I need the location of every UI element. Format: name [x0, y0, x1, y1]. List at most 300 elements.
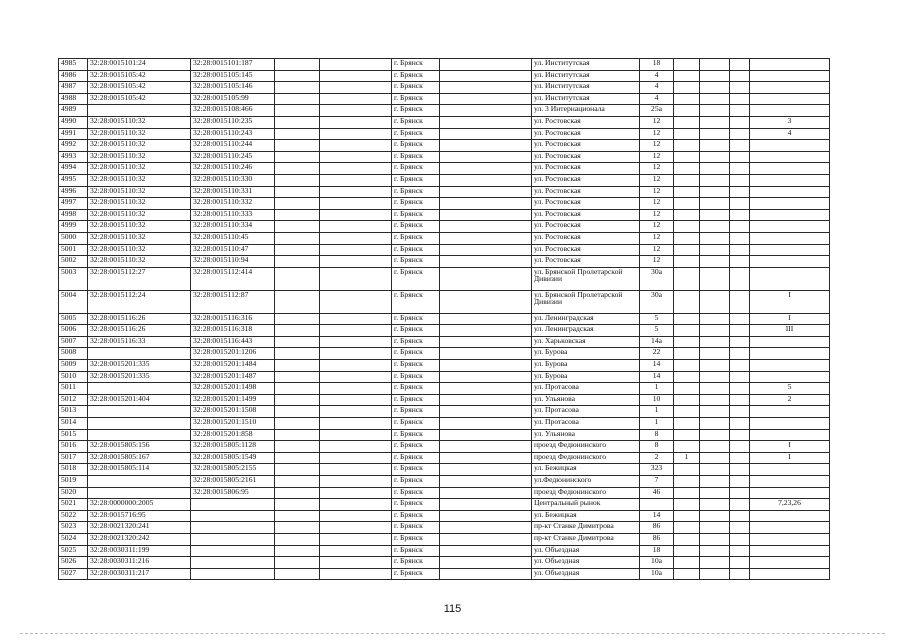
- blank-cell: [700, 93, 730, 105]
- record-number: 5023: [59, 522, 88, 534]
- extra-cell: [750, 348, 830, 360]
- extra-cell: [750, 557, 830, 569]
- blank-cell: [275, 59, 320, 71]
- blank-cell: [730, 186, 750, 198]
- city-cell: г. Брянск: [392, 499, 440, 511]
- house-sub-cell: [674, 383, 700, 395]
- object-cadastral-number-cell: 32:28:0015805:1549: [191, 452, 275, 464]
- cadastral-number-cell: [88, 429, 191, 441]
- blank-cell: [320, 70, 392, 82]
- record-number: 5014: [59, 418, 88, 430]
- blank-cell: [440, 418, 532, 430]
- record-number: 5019: [59, 476, 88, 488]
- table-row: [59, 499, 830, 511]
- table-row: [59, 418, 830, 430]
- blank-cell: [730, 545, 750, 557]
- blank-cell: [320, 418, 392, 430]
- blank-cell: [320, 557, 392, 569]
- blank-cell: [320, 244, 392, 256]
- blank-cell: [730, 371, 750, 383]
- blank-cell: [730, 464, 750, 476]
- blank-cell: [275, 464, 320, 476]
- city-cell: г. Брянск: [392, 105, 440, 117]
- object-cadastral-number-cell: 32:28:0015110:330: [191, 174, 275, 186]
- city-cell: г. Брянск: [392, 476, 440, 488]
- blank-cell: [700, 70, 730, 82]
- blank-cell: [730, 348, 750, 360]
- street-cell: ул. Ростовская: [532, 244, 640, 256]
- object-cadastral-number-cell: 32:28:0015201:858: [191, 429, 275, 441]
- blank-cell: [440, 464, 532, 476]
- blank-cell: [700, 487, 730, 499]
- object-cadastral-number-cell: 32:28:0015101:187: [191, 59, 275, 71]
- house-sub-cell: [674, 70, 700, 82]
- blank-cell: [700, 533, 730, 545]
- blank-cell: [275, 429, 320, 441]
- object-cadastral-number-cell: 32:28:0015116:318: [191, 325, 275, 337]
- table-row: [59, 360, 830, 372]
- object-cadastral-number-cell: 32:28:0015110:332: [191, 198, 275, 210]
- record-number: 5017: [59, 452, 88, 464]
- extra-cell: [750, 487, 830, 499]
- city-cell: г. Брянск: [392, 464, 440, 476]
- cadastral-number-cell: 32:28:0015201:404: [88, 394, 191, 406]
- record-number: 4988: [59, 93, 88, 105]
- blank-cell: [700, 140, 730, 152]
- table-row: [59, 290, 830, 313]
- blank-cell: [440, 70, 532, 82]
- cadastral-number-cell: 32:28:0030311:217: [88, 568, 191, 580]
- house-number-cell: 14: [640, 360, 674, 372]
- object-cadastral-number-cell: 32:28:0015110:333: [191, 209, 275, 221]
- house-number-cell: 4: [640, 70, 674, 82]
- extra-cell: [750, 244, 830, 256]
- street-cell: Центральный рынок: [532, 499, 640, 511]
- house-sub-cell: [674, 360, 700, 372]
- blank-cell: [730, 418, 750, 430]
- blank-cell: [700, 232, 730, 244]
- blank-cell: [275, 336, 320, 348]
- record-number: 5024: [59, 533, 88, 545]
- cadastral-number-cell: 32:28:0015110:32: [88, 198, 191, 210]
- blank-cell: [730, 452, 750, 464]
- blank-cell: [440, 151, 532, 163]
- street-cell: ул. Институтская: [532, 59, 640, 71]
- blank-cell: [730, 313, 750, 325]
- blank-cell: [700, 59, 730, 71]
- house-number-cell: 12: [640, 244, 674, 256]
- street-cell: ул. Ростовская: [532, 151, 640, 163]
- blank-cell: [440, 290, 532, 313]
- street-cell: ул. Протасова: [532, 418, 640, 430]
- blank-cell: [275, 82, 320, 94]
- street-cell: ул. Бурова: [532, 360, 640, 372]
- cadastral-number-cell: 32:28:0015201:335: [88, 371, 191, 383]
- house-number-cell: 18: [640, 59, 674, 71]
- city-cell: г. Брянск: [392, 557, 440, 569]
- blank-cell: [700, 82, 730, 94]
- cadastral-number-cell: 32:28:0015110:32: [88, 128, 191, 140]
- blank-cell: [320, 325, 392, 337]
- extra-cell: [750, 174, 830, 186]
- city-cell: г. Брянск: [392, 371, 440, 383]
- blank-cell: [275, 198, 320, 210]
- house-sub-cell: [674, 429, 700, 441]
- blank-cell: [700, 441, 730, 453]
- city-cell: г. Брянск: [392, 174, 440, 186]
- table-row: [59, 336, 830, 348]
- blank-cell: [700, 244, 730, 256]
- extra-cell: [750, 267, 830, 290]
- house-number-cell: 4: [640, 93, 674, 105]
- blank-cell: [730, 522, 750, 534]
- cadastral-number-cell: 32:28:0015110:32: [88, 116, 191, 128]
- record-number: 5004: [59, 290, 88, 313]
- record-number: 5001: [59, 244, 88, 256]
- record-number: 5021: [59, 499, 88, 511]
- blank-cell: [275, 325, 320, 337]
- blank-cell: [440, 557, 532, 569]
- object-cadastral-number-cell: 32:28:0015201:1510: [191, 418, 275, 430]
- blank-cell: [320, 163, 392, 175]
- record-number: 5006: [59, 325, 88, 337]
- cadastral-number-cell: 32:28:0021320:242: [88, 533, 191, 545]
- blank-cell: [275, 394, 320, 406]
- house-sub-cell: [674, 313, 700, 325]
- cadastral-number-cell: 32:28:0015110:32: [88, 186, 191, 198]
- city-cell: г. Брянск: [392, 59, 440, 71]
- street-cell: ул. Ростовская: [532, 186, 640, 198]
- blank-cell: [275, 418, 320, 430]
- table-row: [59, 452, 830, 464]
- blank-cell: [320, 360, 392, 372]
- blank-cell: [730, 406, 750, 418]
- blank-cell: [700, 105, 730, 117]
- blank-cell: [275, 267, 320, 290]
- object-cadastral-number-cell: 32:28:0015201:1484: [191, 360, 275, 372]
- blank-cell: [730, 533, 750, 545]
- street-cell: ул. Объездная: [532, 568, 640, 580]
- blank-cell: [730, 209, 750, 221]
- city-cell: г. Брянск: [392, 209, 440, 221]
- house-sub-cell: [674, 499, 700, 511]
- record-number: 5022: [59, 510, 88, 522]
- cadastral-number-cell: 32:28:0015110:32: [88, 221, 191, 233]
- house-sub-cell: [674, 116, 700, 128]
- table-row: [59, 557, 830, 569]
- house-number-cell: 30а: [640, 267, 674, 290]
- cadastral-number-cell: 32:28:0015110:32: [88, 163, 191, 175]
- blank-cell: [730, 510, 750, 522]
- table-row: [59, 105, 830, 117]
- object-cadastral-number-cell: [191, 557, 275, 569]
- street-cell: ул. Ростовская: [532, 163, 640, 175]
- street-cell: ул.Федюнинского: [532, 476, 640, 488]
- cadastral-number-cell: 32:28:0000000:2005: [88, 499, 191, 511]
- city-cell: г. Брянск: [392, 244, 440, 256]
- cadastral-number-cell: 32:28:0015116:26: [88, 325, 191, 337]
- house-number-cell: 1: [640, 406, 674, 418]
- blank-cell: [275, 93, 320, 105]
- city-cell: г. Брянск: [392, 140, 440, 152]
- cadastral-number-cell: 32:28:0015716:95: [88, 510, 191, 522]
- table-row: [59, 545, 830, 557]
- house-sub-cell: [674, 151, 700, 163]
- record-number: 5008: [59, 348, 88, 360]
- house-number-cell: 30а: [640, 290, 674, 313]
- table-row: [59, 198, 830, 210]
- house-number-cell: 12: [640, 232, 674, 244]
- blank-cell: [440, 209, 532, 221]
- cadastral-number-cell: 32:28:0030311:216: [88, 557, 191, 569]
- page-number: 115: [443, 603, 462, 615]
- city-cell: г. Брянск: [392, 522, 440, 534]
- blank-cell: [320, 186, 392, 198]
- city-cell: г. Брянск: [392, 429, 440, 441]
- object-cadastral-number-cell: 32:28:0015105:99: [191, 93, 275, 105]
- blank-cell: [320, 348, 392, 360]
- house-number-cell: 12: [640, 198, 674, 210]
- street-cell: проезд Федюнинского: [532, 452, 640, 464]
- street-cell: ул. Бурова: [532, 371, 640, 383]
- extra-cell: [750, 232, 830, 244]
- record-number: 5011: [59, 383, 88, 395]
- cadastral-number-cell: 32:28:0015805:114: [88, 464, 191, 476]
- cadastral-number-cell: 32:28:0015112:27: [88, 267, 191, 290]
- blank-cell: [275, 557, 320, 569]
- blank-cell: [275, 290, 320, 313]
- city-cell: г. Брянск: [392, 313, 440, 325]
- extra-cell: 2: [750, 394, 830, 406]
- house-sub-cell: [674, 568, 700, 580]
- extra-cell: [750, 406, 830, 418]
- blank-cell: [440, 93, 532, 105]
- house-number-cell: 1: [640, 383, 674, 395]
- house-sub-cell: [674, 93, 700, 105]
- house-sub-cell: [674, 510, 700, 522]
- blank-cell: [275, 383, 320, 395]
- blank-cell: [440, 82, 532, 94]
- table-row: [59, 429, 830, 441]
- record-number: 5013: [59, 406, 88, 418]
- extra-cell: [750, 371, 830, 383]
- blank-cell: [700, 545, 730, 557]
- blank-cell: [275, 371, 320, 383]
- house-sub-cell: [674, 325, 700, 337]
- house-number-cell: 12: [640, 151, 674, 163]
- blank-cell: [440, 105, 532, 117]
- blank-cell: [275, 70, 320, 82]
- cadastral-number-cell: 32:28:0015110:32: [88, 232, 191, 244]
- extra-cell: [750, 82, 830, 94]
- extra-cell: [750, 533, 830, 545]
- street-cell: проезд Федюнинского: [532, 441, 640, 453]
- table-row: [59, 93, 830, 105]
- extra-cell: [750, 59, 830, 71]
- table-row: [59, 151, 830, 163]
- object-cadastral-number-cell: 32:28:0015201:1508: [191, 406, 275, 418]
- house-number-cell: 10: [640, 394, 674, 406]
- object-cadastral-number-cell: 32:28:0015110:331: [191, 186, 275, 198]
- street-cell: ул. Ростовская: [532, 116, 640, 128]
- house-number-cell: 7: [640, 476, 674, 488]
- blank-cell: [275, 163, 320, 175]
- blank-cell: [320, 476, 392, 488]
- house-number-cell: 5: [640, 325, 674, 337]
- street-cell: ул. Институтская: [532, 70, 640, 82]
- blank-cell: [700, 406, 730, 418]
- blank-cell: [440, 232, 532, 244]
- table-row: [59, 186, 830, 198]
- extra-cell: [750, 256, 830, 268]
- blank-cell: [320, 522, 392, 534]
- street-cell: ул. Брянской Пролетарской Дивизии: [532, 290, 640, 313]
- cadastral-number-cell: 32:28:0015805:156: [88, 441, 191, 453]
- extra-cell: 4: [750, 128, 830, 140]
- blank-cell: [700, 221, 730, 233]
- record-number: 5003: [59, 267, 88, 290]
- street-cell: ул. Ростовская: [532, 221, 640, 233]
- object-cadastral-number-cell: 32:28:0015110:235: [191, 116, 275, 128]
- blank-cell: [700, 360, 730, 372]
- blank-cell: [730, 221, 750, 233]
- blank-cell: [440, 128, 532, 140]
- blank-cell: [275, 186, 320, 198]
- city-cell: г. Брянск: [392, 406, 440, 418]
- table-row: [59, 140, 830, 152]
- record-number: 4989: [59, 105, 88, 117]
- table-row: [59, 371, 830, 383]
- table-row: [59, 256, 830, 268]
- registry-table: [58, 58, 830, 580]
- city-cell: г. Брянск: [392, 256, 440, 268]
- cadastral-number-cell: 32:28:0015101:24: [88, 59, 191, 71]
- street-cell: проезд Федюнинского: [532, 487, 640, 499]
- street-cell: ул. Протасова: [532, 406, 640, 418]
- object-cadastral-number-cell: 32:28:0015116:316: [191, 313, 275, 325]
- blank-cell: [700, 371, 730, 383]
- record-number: 4985: [59, 59, 88, 71]
- blank-cell: [275, 441, 320, 453]
- city-cell: г. Брянск: [392, 116, 440, 128]
- cadastral-number-cell: 32:28:0015110:32: [88, 140, 191, 152]
- blank-cell: [700, 499, 730, 511]
- extra-cell: III: [750, 325, 830, 337]
- blank-cell: [700, 383, 730, 395]
- city-cell: г. Брянск: [392, 510, 440, 522]
- house-number-cell: 14: [640, 371, 674, 383]
- footer-divider: [20, 633, 885, 634]
- house-number-cell: [640, 499, 674, 511]
- object-cadastral-number-cell: 32:28:0015116:443: [191, 336, 275, 348]
- street-cell: ул. Бежицкая: [532, 464, 640, 476]
- blank-cell: [275, 533, 320, 545]
- house-sub-cell: [674, 221, 700, 233]
- blank-cell: [440, 267, 532, 290]
- blank-cell: [700, 163, 730, 175]
- record-number: 4987: [59, 82, 88, 94]
- table-row: [59, 313, 830, 325]
- blank-cell: [440, 348, 532, 360]
- cadastral-number-cell: 32:28:0015105:42: [88, 82, 191, 94]
- extra-cell: [750, 429, 830, 441]
- city-cell: г. Брянск: [392, 163, 440, 175]
- blank-cell: [440, 383, 532, 395]
- blank-cell: [730, 59, 750, 71]
- street-cell: ул. Ростовская: [532, 232, 640, 244]
- blank-cell: [320, 209, 392, 221]
- extra-cell: [750, 522, 830, 534]
- house-number-cell: 4: [640, 82, 674, 94]
- extra-cell: [750, 360, 830, 372]
- extra-cell: 5: [750, 383, 830, 395]
- extra-cell: [750, 418, 830, 430]
- object-cadastral-number-cell: 32:28:0015108:466: [191, 105, 275, 117]
- blank-cell: [730, 256, 750, 268]
- city-cell: г. Брянск: [392, 151, 440, 163]
- city-cell: г. Брянск: [392, 383, 440, 395]
- record-number: 4996: [59, 186, 88, 198]
- blank-cell: [440, 441, 532, 453]
- street-cell: пр-кт Станке Димитрова: [532, 522, 640, 534]
- blank-cell: [440, 476, 532, 488]
- blank-cell: [320, 198, 392, 210]
- blank-cell: [700, 290, 730, 313]
- record-number: 5005: [59, 313, 88, 325]
- blank-cell: [730, 82, 750, 94]
- object-cadastral-number-cell: 32:28:0015201:1206: [191, 348, 275, 360]
- object-cadastral-number-cell: 32:28:0015805:2161: [191, 476, 275, 488]
- blank-cell: [320, 290, 392, 313]
- city-cell: г. Брянск: [392, 418, 440, 430]
- cadastral-number-cell: [88, 105, 191, 117]
- house-number-cell: 14: [640, 510, 674, 522]
- blank-cell: [700, 476, 730, 488]
- house-number-cell: 12: [640, 140, 674, 152]
- blank-cell: [440, 545, 532, 557]
- blank-cell: [320, 232, 392, 244]
- blank-cell: [730, 174, 750, 186]
- blank-cell: [275, 140, 320, 152]
- house-sub-cell: [674, 533, 700, 545]
- blank-cell: [700, 348, 730, 360]
- record-number: 5009: [59, 360, 88, 372]
- blank-cell: [440, 116, 532, 128]
- house-number-cell: 8: [640, 441, 674, 453]
- cadastral-number-cell: 32:28:0015110:32: [88, 174, 191, 186]
- blank-cell: [320, 452, 392, 464]
- extra-cell: [750, 105, 830, 117]
- cadastral-number-cell: 32:28:0015110:32: [88, 256, 191, 268]
- blank-cell: [700, 452, 730, 464]
- street-cell: ул. Объездная: [532, 557, 640, 569]
- record-number: 5020: [59, 487, 88, 499]
- blank-cell: [440, 499, 532, 511]
- table-row: [59, 163, 830, 175]
- blank-cell: [730, 441, 750, 453]
- blank-cell: [730, 290, 750, 313]
- extra-cell: 7,23,26: [750, 499, 830, 511]
- blank-cell: [730, 232, 750, 244]
- city-cell: г. Брянск: [392, 545, 440, 557]
- street-cell: ул. 3 Интернационала: [532, 105, 640, 117]
- house-sub-cell: 1: [674, 452, 700, 464]
- cadastral-number-cell: 32:28:0015116:33: [88, 336, 191, 348]
- object-cadastral-number-cell: 32:28:0015110:244: [191, 140, 275, 152]
- blank-cell: [730, 244, 750, 256]
- blank-cell: [730, 105, 750, 117]
- blank-cell: [700, 209, 730, 221]
